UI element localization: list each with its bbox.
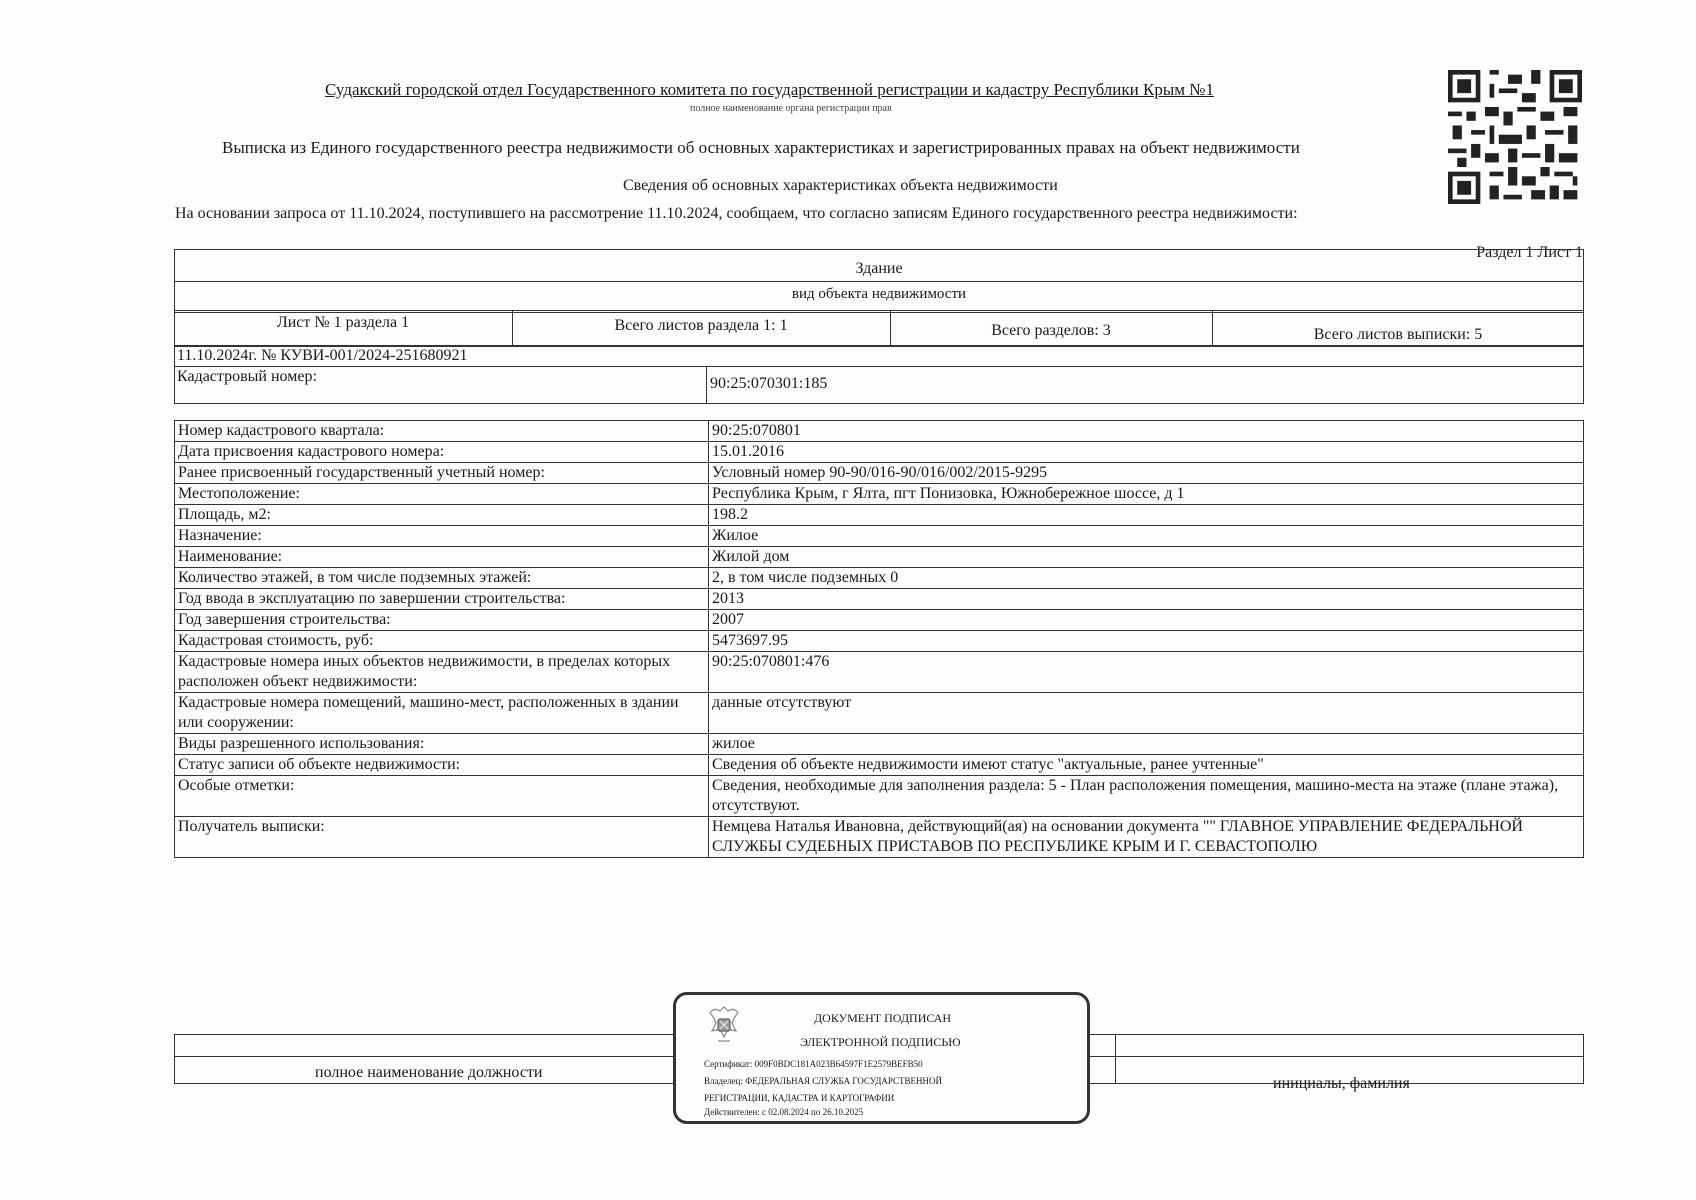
section-sheet-ref: Раздел 1 Лист 1 bbox=[1476, 244, 1583, 261]
row-label: Ранее присвоенный государственный учетный номер: bbox=[175, 463, 709, 484]
stamp-certificate: Сертификат: 009F0BDC181A023B64597F1E2579BEFB50 bbox=[704, 1059, 923, 1069]
table-row bbox=[175, 505, 1584, 526]
row-value: 2, в том числе подземных 0 bbox=[709, 568, 1584, 589]
cadastral-number-value: 90:25:070301:185 bbox=[710, 375, 828, 392]
row-label: Номер кадастрового квартала: bbox=[175, 421, 709, 442]
table-row bbox=[175, 817, 1584, 858]
object-type-divider bbox=[174, 281, 1584, 282]
document-title: Выписка из Единого государственного реестра недвижимости об основных характеристиках и зарегистрированных правах на объект недвижимости bbox=[222, 138, 1300, 157]
row-value: 2007 bbox=[709, 610, 1584, 631]
row-value: Жилой дом bbox=[709, 547, 1584, 568]
row-value: 90:25:070801 bbox=[709, 421, 1584, 442]
row-value: Сведения об объекте недвижимости имеют статус "актуальные, ранее учтенные" bbox=[709, 755, 1584, 776]
electronic-signature-stamp bbox=[673, 992, 1090, 1124]
row-value: Жилое bbox=[709, 526, 1584, 547]
row-label: Кадастровая стоимость, руб: bbox=[175, 631, 709, 652]
total-sheets-section: Всего листов раздела 1: 1 bbox=[614, 317, 788, 334]
row-label: Кадастровые номера помещений, машино-мест, расположенных в здании или сооружении: bbox=[175, 693, 709, 734]
intro-text: На основании запроса от 11.10.2024, поступившего на рассмотрение 11.10.2024, сообщаем, что согласно записям Единого государственного реестра недвижимости: bbox=[175, 205, 1298, 222]
row-label: Дата присвоения кадастрового номера: bbox=[175, 442, 709, 463]
row-label: Назначение: bbox=[175, 526, 709, 547]
row-label: Местоположение: bbox=[175, 484, 709, 505]
qr-code-icon bbox=[1448, 70, 1582, 204]
row-label: Год ввода в эксплуатацию по завершении строительства: bbox=[175, 589, 709, 610]
table-row bbox=[175, 631, 1584, 652]
row-value: 5473697.95 bbox=[709, 631, 1584, 652]
stamp-line-2: ЭЛЕКТРОННОЙ ПОДПИСЬЮ bbox=[800, 1035, 961, 1049]
cadastral-number-label: Кадастровый номер: bbox=[177, 368, 317, 385]
row-value: Республика Крым, г Ялта, пгт Понизовка, Южнобережное шоссе, д 1 bbox=[709, 484, 1584, 505]
sheet-number: Лист № 1 раздела 1 bbox=[276, 314, 410, 331]
row-value: Немцева Наталья Ивановна, действующий(ая) на основании документа "" ГЛАВНОЕ УПРАВЛЕНИЕ ФЕДЕРАЛЬНОЙ СЛУЖБЫ СУДЕБНЫХ ПРИСТАВОВ ПО РЕСПУБЛИКЕ КРЫМ И Г. СЕВАСТОПОЛЮ bbox=[709, 817, 1584, 858]
double-headed-eagle-emblem-icon bbox=[704, 1003, 744, 1047]
table-row bbox=[175, 755, 1584, 776]
row-label: Статус записи об объекте недвижимости: bbox=[175, 755, 709, 776]
table-row bbox=[175, 526, 1584, 547]
row-value: 2013 bbox=[709, 589, 1584, 610]
total-sections: Всего разделов: 3 bbox=[991, 322, 1111, 339]
table-row bbox=[175, 421, 1584, 442]
section-title: Сведения об основных характеристиках объекта недвижимости bbox=[623, 177, 1058, 194]
table-row bbox=[175, 568, 1584, 589]
signature-left-edge bbox=[174, 1034, 175, 1083]
row-label: Кадастровые номера иных объектов недвижимости, в пределах которых расположен объект недвижимости: bbox=[175, 652, 709, 693]
object-type-caption: вид объекта недвижимости bbox=[791, 286, 967, 302]
table-row bbox=[175, 547, 1584, 568]
stamp-line-1: ДОКУМЕНТ ПОДПИСАН bbox=[814, 1011, 952, 1025]
table-row bbox=[175, 484, 1584, 505]
signature-name-divider bbox=[1115, 1034, 1116, 1083]
name-caption: инициалы, фамилия bbox=[1273, 1075, 1410, 1092]
object-type: Здание bbox=[855, 260, 903, 277]
table-row bbox=[175, 693, 1584, 734]
table-row bbox=[175, 652, 1584, 693]
row-value: Сведения, необходимые для заполнения раздела: 5 - План расположения помещения, машино-места на этаже (плане этажа), отсутствуют. bbox=[709, 776, 1584, 817]
extract-reference: 11.10.2024г. № КУВИ-001/2024-251680921 bbox=[177, 347, 468, 364]
row-label: Особые отметки: bbox=[175, 776, 709, 817]
row-value: жилое bbox=[709, 734, 1584, 755]
row-label: Наименование: bbox=[175, 547, 709, 568]
row-value: Условный номер 90-90/016-90/016/002/2015-9295 bbox=[709, 463, 1584, 484]
table-row bbox=[175, 734, 1584, 755]
extract-ref-divider bbox=[174, 366, 1584, 367]
table-row bbox=[175, 610, 1584, 631]
stamp-owner-line-1: Владелец: ФЕДЕРАЛЬНАЯ СЛУЖБА ГОСУДАРСТВЕННОЙ bbox=[704, 1076, 943, 1086]
row-value: 198.2 bbox=[709, 505, 1584, 526]
table-row bbox=[175, 442, 1584, 463]
row-value: данные отсутствуют bbox=[709, 693, 1584, 734]
total-sheets-extract: Всего листов выписки: 5 bbox=[1313, 326, 1483, 343]
table-row bbox=[175, 776, 1584, 817]
signature-right-edge bbox=[1583, 1034, 1584, 1083]
registration-authority-caption: полное наименование органа регистрации прав bbox=[690, 103, 892, 114]
row-label: Год завершения строительства: bbox=[175, 610, 709, 631]
position-caption: полное наименование должности bbox=[315, 1064, 543, 1081]
table-row bbox=[175, 589, 1584, 610]
registration-authority-name: Судакский городской отдел Государственного комитета по государственной регистрации и кадастру Республики Крым №1 bbox=[325, 80, 1214, 99]
row-value: 90:25:070801:476 bbox=[709, 652, 1584, 693]
stamp-validity: Действителен: с 02.08.2024 по 26.10.2025 bbox=[704, 1107, 864, 1117]
characteristics-table bbox=[174, 420, 1584, 858]
row-label: Количество этажей, в том числе подземных этажей: bbox=[175, 568, 709, 589]
stamp-owner-line-2: РЕГИСТРАЦИИ, КАДАСТРА И КАРТОГРАФИИ bbox=[704, 1093, 895, 1103]
cadastral-divider bbox=[706, 366, 707, 404]
row-label: Получатель выписки: bbox=[175, 817, 709, 858]
row-value: 15.01.2016 bbox=[709, 442, 1584, 463]
row-label: Виды разрешенного использования: bbox=[175, 734, 709, 755]
row-label: Площадь, м2: bbox=[175, 505, 709, 526]
table-row bbox=[175, 463, 1584, 484]
